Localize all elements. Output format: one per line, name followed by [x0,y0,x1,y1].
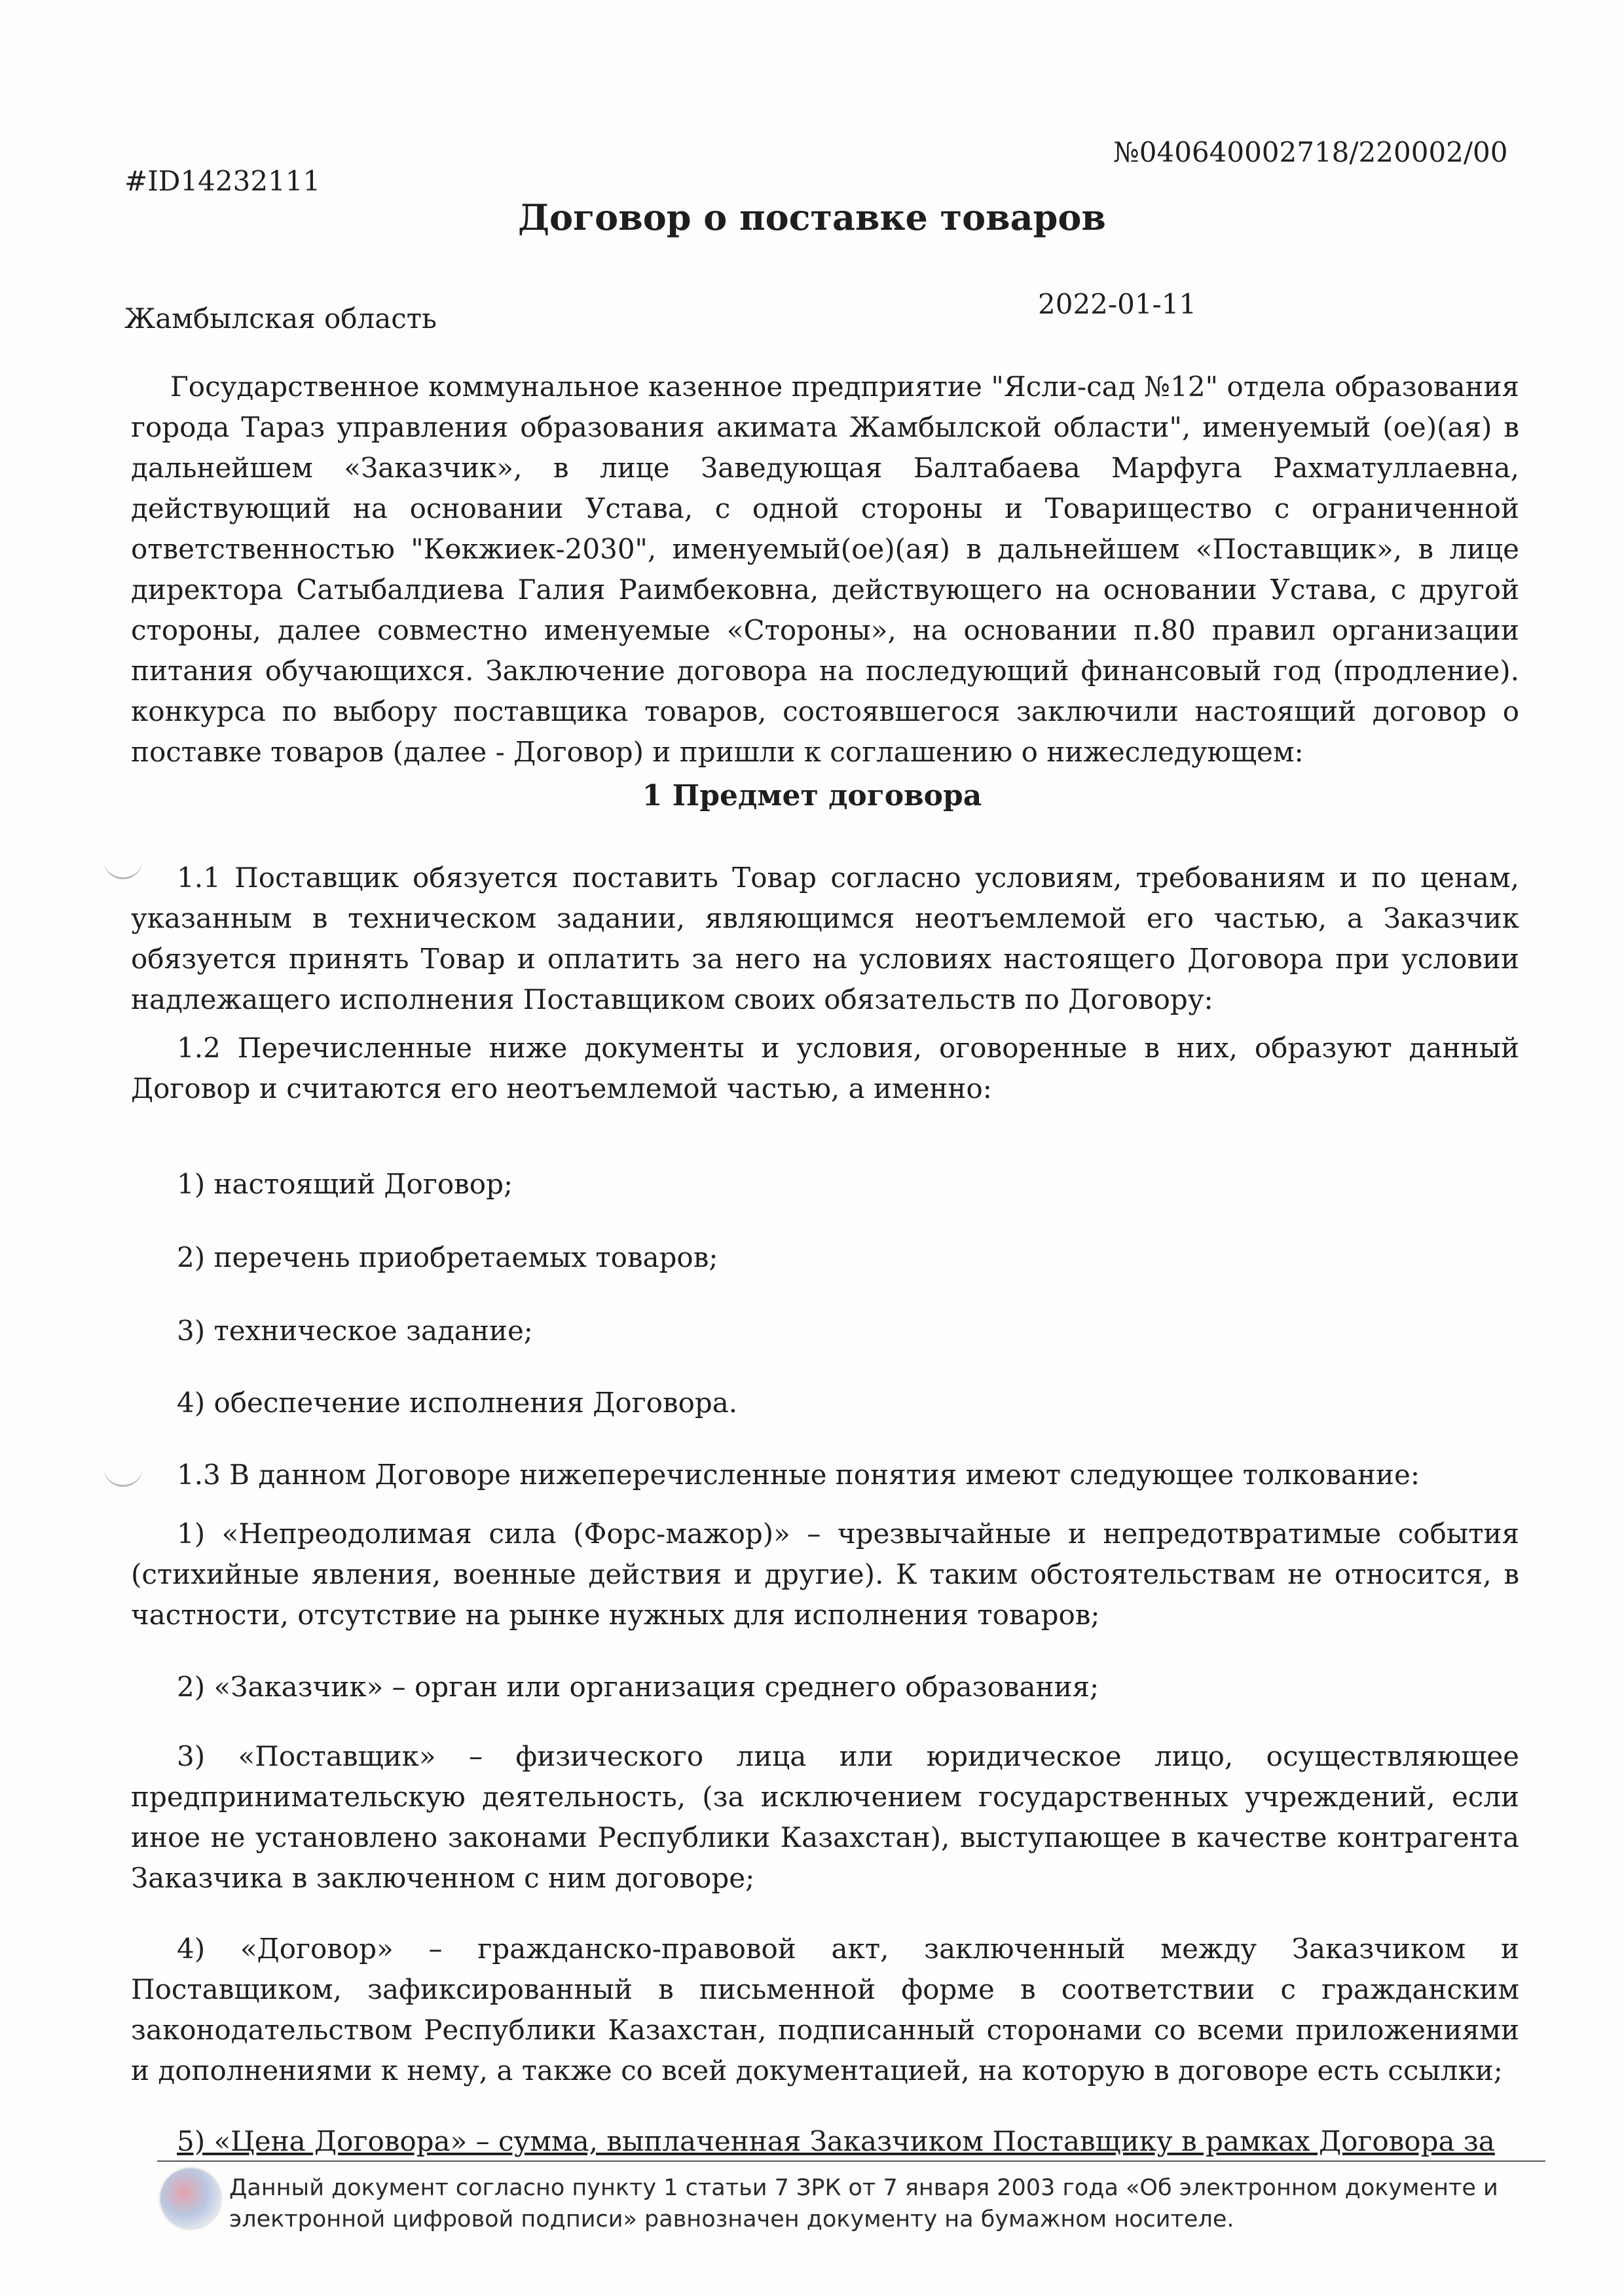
list-item: 3) техническое задание; [177,1315,533,1347]
region: Жамбылская область [124,302,437,335]
definition-item: 1) «Непреодолимая сила (Форс-мажор)» – чрезвычайные и непредотвратимые события (стихийные явления, военные действия и другие). К таким обстоятельствам не относится, в частности, отсутствие на рынке нужных для исполнения товаров; [131,1518,1519,1631]
definition-item: 5) «Цена Договора» – сумма, выплаченная Заказчиком Поставщику в рамках Договора за [177,2125,1495,2157]
clause-1-1: 1.1 Поставщик обязуется поставить Товар согласно условиям, требованиям и по ценам, указанным в техническом задании, являющимся неотъемлемой его частью, а Заказчик обязуется принять Товар и оплатить за него на условиях настоящего Договора при условии надлежащего исполнения Поставщиком своих обязательств по Договору: [131,862,1519,1015]
section-title: 1 Предмет договора [642,779,982,812]
digital-signature-stamp-icon [160,2168,221,2229]
footer-note: Данный документ согласно пункту 1 статьи 7 ЗРК от 7 января 2003 года «Об электронном документе и электронной цифровой подписи» равнозначен документу на бумажном носителе. [229,2175,1498,2232]
list-item: 2) перечень приобретаемых товаров; [177,1241,718,1273]
clause-1-2: 1.2 Перечисленные ниже документы и условия, оговоренные в них, образуют данный Договор и считаются его неотъемлемой частью, а именно: [131,1032,1519,1104]
definition-item: 4) «Договор» – гражданско-правовой акт, заключенный между Заказчиком и Поставщиком, зафиксированный в письменной форме в соответствии с гражданским законодательством Республики Казахстан, подписанный сторонами со всеми приложениями и дополнениями к нему, а также со всей документацией, на которую в договоре есть ссылки; [131,1933,1519,2086]
list-item: 1) настоящий Договор; [177,1168,513,1200]
contract-number: №040640002718/220002/00 [1113,136,1508,168]
page-title: Договор о поставке товаров [518,196,1106,238]
document-id: #ID14232111 [124,165,321,197]
footer-divider [157,2160,1545,2162]
intro-paragraph: Государственное коммунальное казенное предприятие "Ясли-сад №12" отдела образования города Тараз управления образования акимата Жамбылской области", именуемый (ое)(ая) в дальнейшем «Заказчик», в лице Заведующая Балтабаева Марфуга Рахматуллаевна, действующий на основании Устава, с одной стороны и Товарищество с ограниченной ответственностью "Көкжиек-2030", именуемый(ое)(ая) в дальнейшем «Поставщик», в лице директора Сатыбалдиева Галия Раимбековна, действующего на основании Устава, с другой стороны, далее совместно именуемые «Стороны», на основании п.80 правил организации питания обучающихся. Заключение договора на последующий финансовый год (продление). конкурса по выбору поставщика товаров, состоявшегося заключили настоящий договор о поставке товаров (далее - Договор) и пришли к соглашению о нижеследующем: [131,371,1519,768]
list-item: 4) обеспечение исполнения Договора. [177,1387,738,1419]
definition-item: 2) «Заказчик» – орган или организация среднего образования; [177,1671,1099,1703]
contract-date: 2022-01-11 [1038,288,1197,320]
clause-1-3: 1.3 В данном Договоре нижеперечисленные понятия имеют следующее толкование: [177,1459,1420,1491]
definition-item: 3) «Поставщик» – физического лица или юридическое лицо, осуществляющее предпринимательскую деятельность, (за исключением государственных учреждений, если иное не установлено законами Республики Казахстан), выступающее в качестве контрагента Заказчика в заключенном с ним договоре; [131,1740,1519,1894]
